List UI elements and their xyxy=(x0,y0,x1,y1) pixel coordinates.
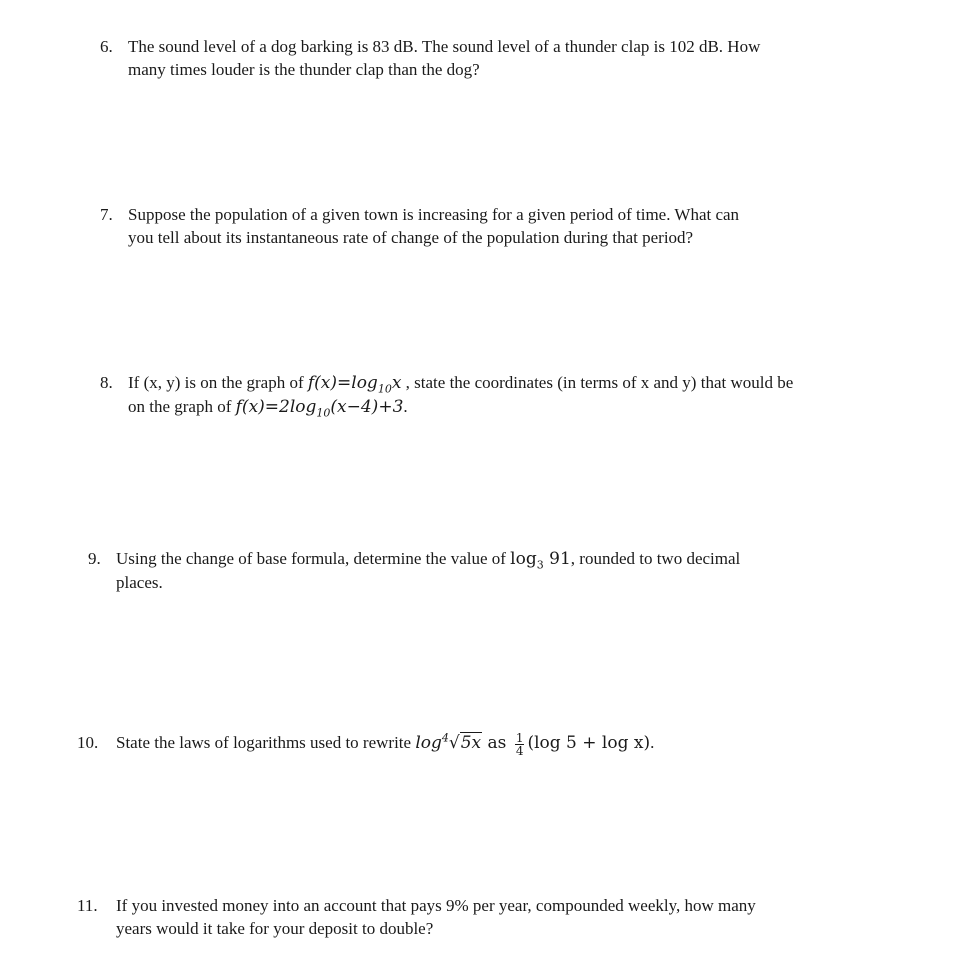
text-segment: on the graph of xyxy=(128,397,236,416)
log-argument: (x−4)+3 xyxy=(330,397,404,417)
function-expression xyxy=(235,397,404,420)
question-number: 7. xyxy=(100,205,113,224)
log-expression xyxy=(510,549,571,572)
question-number: 10. xyxy=(77,733,99,752)
question-line: places. xyxy=(116,573,163,592)
question-line: Suppose the population of a given town is increasing for a given period of time. What can xyxy=(128,205,740,224)
text-segment: , rounded to two decimal xyxy=(570,549,741,568)
question-number: 8. xyxy=(100,373,113,392)
question-line: many times louder is the thunder clap than the dog? xyxy=(128,60,480,79)
question-line: If you invested money into an account that pays 9% per year, compounded weekly, how many xyxy=(116,896,756,915)
log-base: 10 xyxy=(377,382,392,396)
text-segment: as xyxy=(482,733,512,753)
question-text xyxy=(128,203,828,249)
question-line xyxy=(128,395,828,419)
log-base: 3 xyxy=(536,558,544,572)
question-line: The sound level of a dog barking is 83 dB. The sound level of a thunder clap is 102 dB. How xyxy=(128,37,761,56)
text-segment: State the laws of logarithms used to rewrite xyxy=(116,733,416,752)
question-number: 6. xyxy=(100,37,113,56)
log-word: log xyxy=(415,733,442,753)
text-segment: If (x, y) is on the graph of xyxy=(128,373,308,392)
log-sum-expression: (log 5 + log x) xyxy=(527,733,651,753)
function-name: f(x)=2log xyxy=(235,397,317,417)
question-text xyxy=(116,894,816,940)
log-argument: x xyxy=(391,373,402,393)
text-segment: . xyxy=(650,733,655,752)
radical-sign-icon: √ xyxy=(448,733,460,753)
question-line: years would it take for your deposit to double? xyxy=(116,919,434,938)
fraction-denominator: 4 xyxy=(515,743,524,758)
log-root-expression xyxy=(415,733,482,753)
function-name: f(x)=log xyxy=(307,373,378,393)
question-line xyxy=(116,547,816,571)
question-line xyxy=(128,371,828,395)
root-index: 4 xyxy=(441,731,449,745)
text-segment: , state the coordinates (in terms of x and y) that would be xyxy=(401,373,794,392)
question-text xyxy=(128,35,828,81)
text-segment: . xyxy=(403,397,408,416)
question-text xyxy=(116,547,816,594)
fraction-numerator: 1 xyxy=(515,730,524,745)
question-line xyxy=(116,731,816,757)
function-expression xyxy=(307,373,402,396)
question-text xyxy=(128,371,828,419)
log-argument: 91 xyxy=(543,549,571,569)
question-text xyxy=(116,731,816,757)
log-base: 10 xyxy=(316,406,331,420)
question-line: you tell about its instantaneous rate of change of the population during that period? xyxy=(128,228,694,247)
log-word: log xyxy=(510,549,537,569)
fraction xyxy=(515,732,525,757)
radicand: 5x xyxy=(460,733,482,753)
question-number: 11. xyxy=(77,896,98,915)
question-number: 9. xyxy=(88,549,101,568)
text-segment: Using the change of base formula, determine the value of xyxy=(116,549,511,568)
